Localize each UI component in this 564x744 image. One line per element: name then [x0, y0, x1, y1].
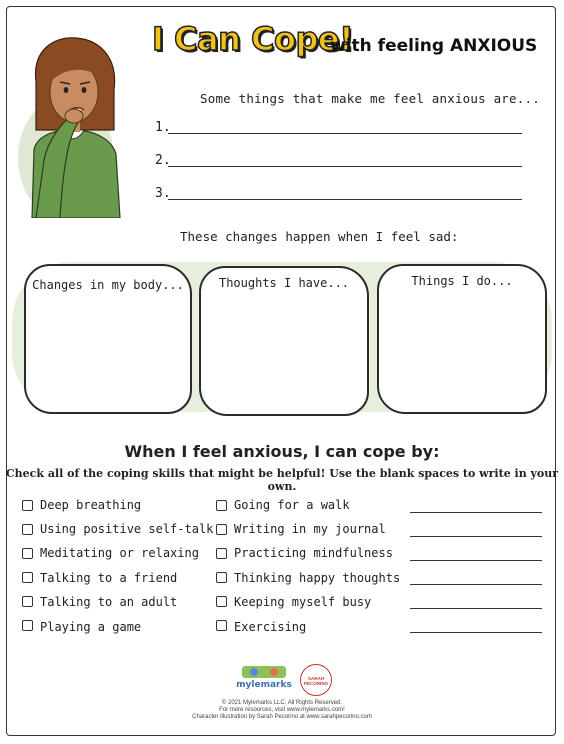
write-in-line-4[interactable]: [410, 584, 542, 585]
write-in-line-1[interactable]: [410, 512, 542, 513]
body-changes-box[interactable]: [24, 264, 192, 414]
answer-line-2[interactable]: [168, 166, 522, 167]
answer-line-1[interactable]: [168, 133, 522, 134]
coping-instructions: Check all of the coping skills that might be helpful! Use the blank spaces to write in your own.: [5, 467, 559, 493]
coping-title: When I feel anxious, I can cope by:: [124, 442, 440, 461]
checkbox-mindfulness[interactable]: [216, 548, 227, 559]
checkbox-talking-friend[interactable]: [22, 572, 33, 583]
copyright-text: © 2021 Mylemarks LLC. All Rights Reserved.: [221, 700, 343, 706]
write-in-line-2[interactable]: [410, 536, 542, 537]
checkbox-keeping-busy[interactable]: [216, 596, 227, 607]
resources-text: For more resources, visit www.mylemarks.com!: [219, 707, 345, 713]
sarah-pecorino-logo: [300, 664, 332, 696]
thoughts-label: Thoughts I have...: [218, 276, 350, 290]
answer-line-number-3: 3.: [155, 186, 171, 201]
changes-prompt: These changes happen when I feel sad:: [180, 229, 459, 244]
checkbox-deep-breathing[interactable]: [22, 500, 33, 511]
write-in-line-6[interactable]: [410, 632, 542, 633]
checkbox-positive-self-talk[interactable]: [22, 524, 33, 535]
coping-skill-label: Practicing mindfulness: [234, 546, 393, 560]
thoughts-box[interactable]: [199, 266, 369, 416]
write-in-line-5[interactable]: [410, 608, 542, 609]
coping-skill-label: Writing in my journal: [234, 522, 386, 536]
answer-line-number-1: 1.: [155, 120, 171, 135]
checkbox-playing-game[interactable]: [22, 620, 33, 631]
mylemarks-logo-graphic: [232, 664, 296, 680]
coping-skill-label: Thinking happy thoughts: [234, 571, 401, 585]
coping-skill-label: Deep breathing: [40, 498, 142, 512]
checkbox-going-walk[interactable]: [216, 500, 227, 511]
sarah-pecorino-logo-text: SARAH PECORINO: [303, 676, 328, 686]
actions-label: Things I do...: [411, 274, 513, 288]
coping-skill-label: Talking to a friend: [40, 571, 178, 585]
anxious-girl-illustration: [14, 30, 132, 218]
coping-skill-label: Meditating or relaxing: [40, 546, 199, 560]
answer-line-number-2: 2.: [155, 153, 171, 168]
checkbox-talking-adult[interactable]: [22, 596, 33, 607]
mylemarks-logo: [232, 664, 296, 694]
answer-line-3[interactable]: [168, 199, 522, 200]
checkbox-journal[interactable]: [216, 524, 227, 535]
checkbox-happy-thoughts[interactable]: [216, 572, 227, 583]
mylemarks-logo-text: mylemarks: [236, 680, 292, 690]
checkbox-meditating[interactable]: [22, 548, 33, 559]
illustration-credit: Character illustration by Sarah Pecorino at www.sarahpecorino.com: [192, 714, 372, 720]
coping-skill-label: Using positive self-talk: [40, 522, 214, 536]
coping-skill-label: Playing a game: [40, 620, 142, 634]
body-changes-label: Changes in my body...: [32, 278, 184, 292]
checkbox-exercising[interactable]: [216, 620, 227, 631]
actions-box[interactable]: [377, 264, 547, 414]
write-in-line-3[interactable]: [410, 560, 542, 561]
worksheet-subtitle: with feeling ANXIOUS: [330, 36, 538, 56]
coping-skill-label: Going for a walk: [234, 498, 350, 512]
worksheet-title: I Can Cope!: [152, 20, 354, 58]
coping-skill-label: Keeping myself busy: [234, 595, 372, 609]
coping-skill-label: Exercising: [234, 620, 307, 634]
coping-skill-label: Talking to an adult: [40, 595, 178, 609]
anxiety-triggers-prompt: Some things that make me feel anxious are...: [200, 91, 540, 106]
